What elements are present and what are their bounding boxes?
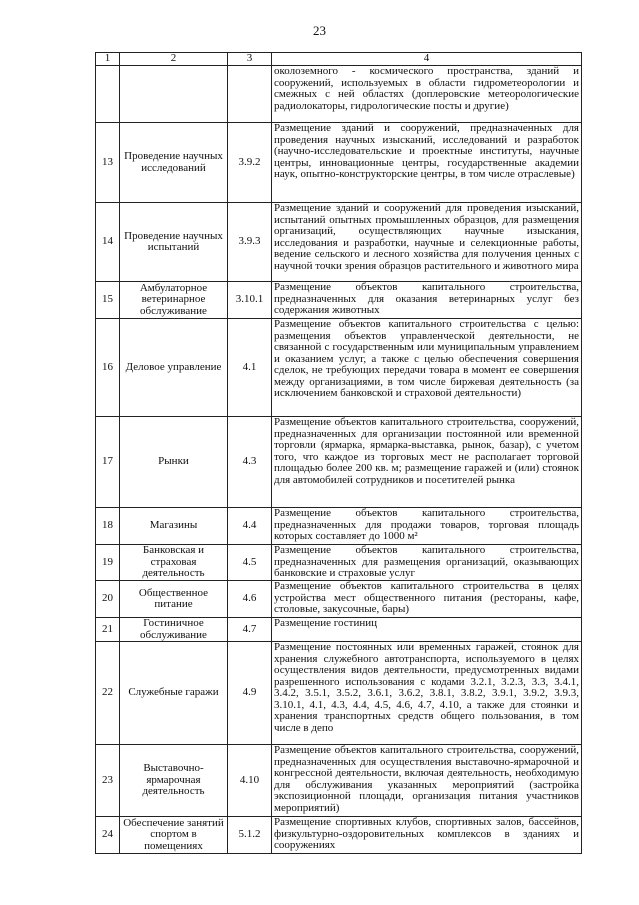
table-row	[96, 123, 582, 203]
row-number: 14	[96, 203, 120, 282]
table-row	[96, 817, 582, 854]
row-number: 20	[96, 581, 120, 618]
row-number: 22	[96, 642, 120, 745]
use-type-name: Гостиничное обслуживание	[120, 618, 228, 642]
use-type-description: Размещение объектов капитального строительства, предназначенных для размещения организаций, оказывающих банковские и страховые услуг	[272, 545, 582, 581]
use-type-code: 4.9	[228, 642, 272, 745]
header-col-1: 1	[96, 53, 120, 66]
page-number: 23	[313, 23, 326, 38]
use-type-name: Проведение научных испытаний	[120, 203, 228, 282]
use-type-code: 4.5	[228, 545, 272, 581]
header-col-4: 4	[272, 53, 582, 66]
row-number: 17	[96, 417, 120, 508]
use-type-code: 4.10	[228, 745, 272, 817]
use-type-name: Общественное питание	[120, 581, 228, 618]
use-type-description: Размещение постоянных или временных гаражей, стоянок для хранения служебного автотранспорта, используемого в целях осуществления видов деятельности, предусмотренных видами разрешенного использования с кодами 3.2.1, 3.2.3, 3.3, 3.4.1, 3.4.2, 3.5.1, 3.5.2, 3.6.1, 3.6.2, 3.8.1, 3.8.2, 3.9.1, 3.9.2, 3.9.3, 3.10.1, 4.1, 4.3, 4.4, 4.5, 4.6, 4.7, 4.10, а также для стоянки и хранения транспортных средств общего пользования, в том числе в депо	[272, 642, 582, 745]
use-type-name: Банковская и страховая деятельность	[120, 545, 228, 581]
use-type-description: Размещение объектов капитального строительства с целью: размещения объектов управленческой деятельности, не связанной с государственным или муниципальным управлением и оказанием услуг, а также с целью обеспечения совершения сделок, не требующих передачи товара в момент ее совершения между организациями, в том числе биржевая деятельность (за исключением банковской и страховой деятельности)	[272, 319, 582, 417]
use-type-name: Амбулаторное ветеринарное обслуживание	[120, 282, 228, 319]
use-type-description: Размещение гостиниц	[272, 618, 582, 642]
use-type-description: Размещение объектов капитального строительства в целях устройства мест общественного питания (рестораны, кафе, столовые, закусочные, бары)	[272, 581, 582, 618]
table-row	[96, 545, 582, 581]
use-type-code: 3.9.3	[228, 203, 272, 282]
row-number	[96, 66, 120, 123]
use-type-name	[120, 66, 228, 123]
use-type-code: 4.7	[228, 618, 272, 642]
use-type-description: Размещение спортивных клубов, спортивных залов, бассейнов, физкультурно-оздоровительных комплексов в зданиях и сооружениях	[272, 817, 582, 854]
row-number: 15	[96, 282, 120, 319]
use-type-name: Деловое управление	[120, 319, 228, 417]
table-row	[96, 319, 582, 417]
use-type-code: 4.4	[228, 508, 272, 545]
table-row	[96, 745, 582, 817]
use-type-code	[228, 66, 272, 123]
row-number: 13	[96, 123, 120, 203]
table-row	[96, 203, 582, 282]
header-col-3: 3	[228, 53, 272, 66]
row-number: 24	[96, 817, 120, 854]
use-type-description: Размещение объектов капитального строительства, сооружений, предназначенных для организации постоянной или временной торговли (ярмарка, ярмарка-выставка, рынок, базар), с учетом того, что каждое из торговых мест не располагает торговой площадью более 200 кв. м; размещение гаражей и (или) стоянок для автомобилей сотрудников и посетителей рынка	[272, 417, 582, 508]
header-col-2: 2	[120, 53, 228, 66]
table-row	[96, 508, 582, 545]
row-number: 23	[96, 745, 120, 817]
use-type-name: Рынки	[120, 417, 228, 508]
use-type-code: 4.1	[228, 319, 272, 417]
use-type-code: 5.1.2	[228, 817, 272, 854]
use-type-name: Служебные гаражи	[120, 642, 228, 745]
use-type-code: 4.6	[228, 581, 272, 618]
row-number: 18	[96, 508, 120, 545]
table-row	[96, 618, 582, 642]
use-type-name: Выставочно-ярмарочная деятельность	[120, 745, 228, 817]
use-type-description: Размещение объектов капитального строительства, предназначенных для оказания ветеринарных услуг без содержания животных	[272, 282, 582, 319]
row-number: 16	[96, 319, 120, 417]
land-use-table	[95, 52, 582, 854]
table-row	[96, 66, 582, 123]
use-type-description: околоземного - космического пространства, зданий и сооружений, используемых в области гидрометеорологии и смежных с ней областях (доплеровские метеорологические радиолокаторы, гидрологические посты и другие)	[272, 66, 582, 123]
table-header-row	[96, 53, 582, 66]
use-type-description: Размещение объектов капитального строительства, предназначенных для продажи товаров, торговая площадь которых составляет до 1000 м²	[272, 508, 582, 545]
use-type-description: Размещение зданий и сооружений для проведения изысканий, испытаний опытных промышленных образцов, для размещения организаций, осуществляющих научные изыскания, исследования и разработки, научные и селекционные работы, ведение сельского и лесного хозяйства для получения ценных с научной точки зрения образцов растительного и животного мира	[272, 203, 582, 282]
use-type-code: 3.10.1	[228, 282, 272, 319]
table-row	[96, 282, 582, 319]
use-type-code: 3.9.2	[228, 123, 272, 203]
use-type-code: 4.3	[228, 417, 272, 508]
row-number: 19	[96, 545, 120, 581]
table-row	[96, 417, 582, 508]
table-row	[96, 581, 582, 618]
use-type-description: Размещение объектов капитального строительства, сооружений, предназначенных для осуществления выставочно-ярмарочной и конгрессной деятельности, включая деятельность, необходимую для обслуживания указанных мероприятий (застройка экспозиционной площади, организация питания участников мероприятий)	[272, 745, 582, 817]
table-row	[96, 642, 582, 745]
use-type-name: Обеспечение занятий спортом в помещениях	[120, 817, 228, 854]
use-type-name: Магазины	[120, 508, 228, 545]
use-type-name: Проведение научных исследований	[120, 123, 228, 203]
row-number: 21	[96, 618, 120, 642]
use-type-description: Размещение зданий и сооружений, предназначенных для проведения научных изысканий, исследований и разработок (научно-исследовательские и проектные институты, научные центры, инновационные центры, государственные академии наук, опытно-конструкторские центры, в том числе отраслевые)	[272, 123, 582, 203]
